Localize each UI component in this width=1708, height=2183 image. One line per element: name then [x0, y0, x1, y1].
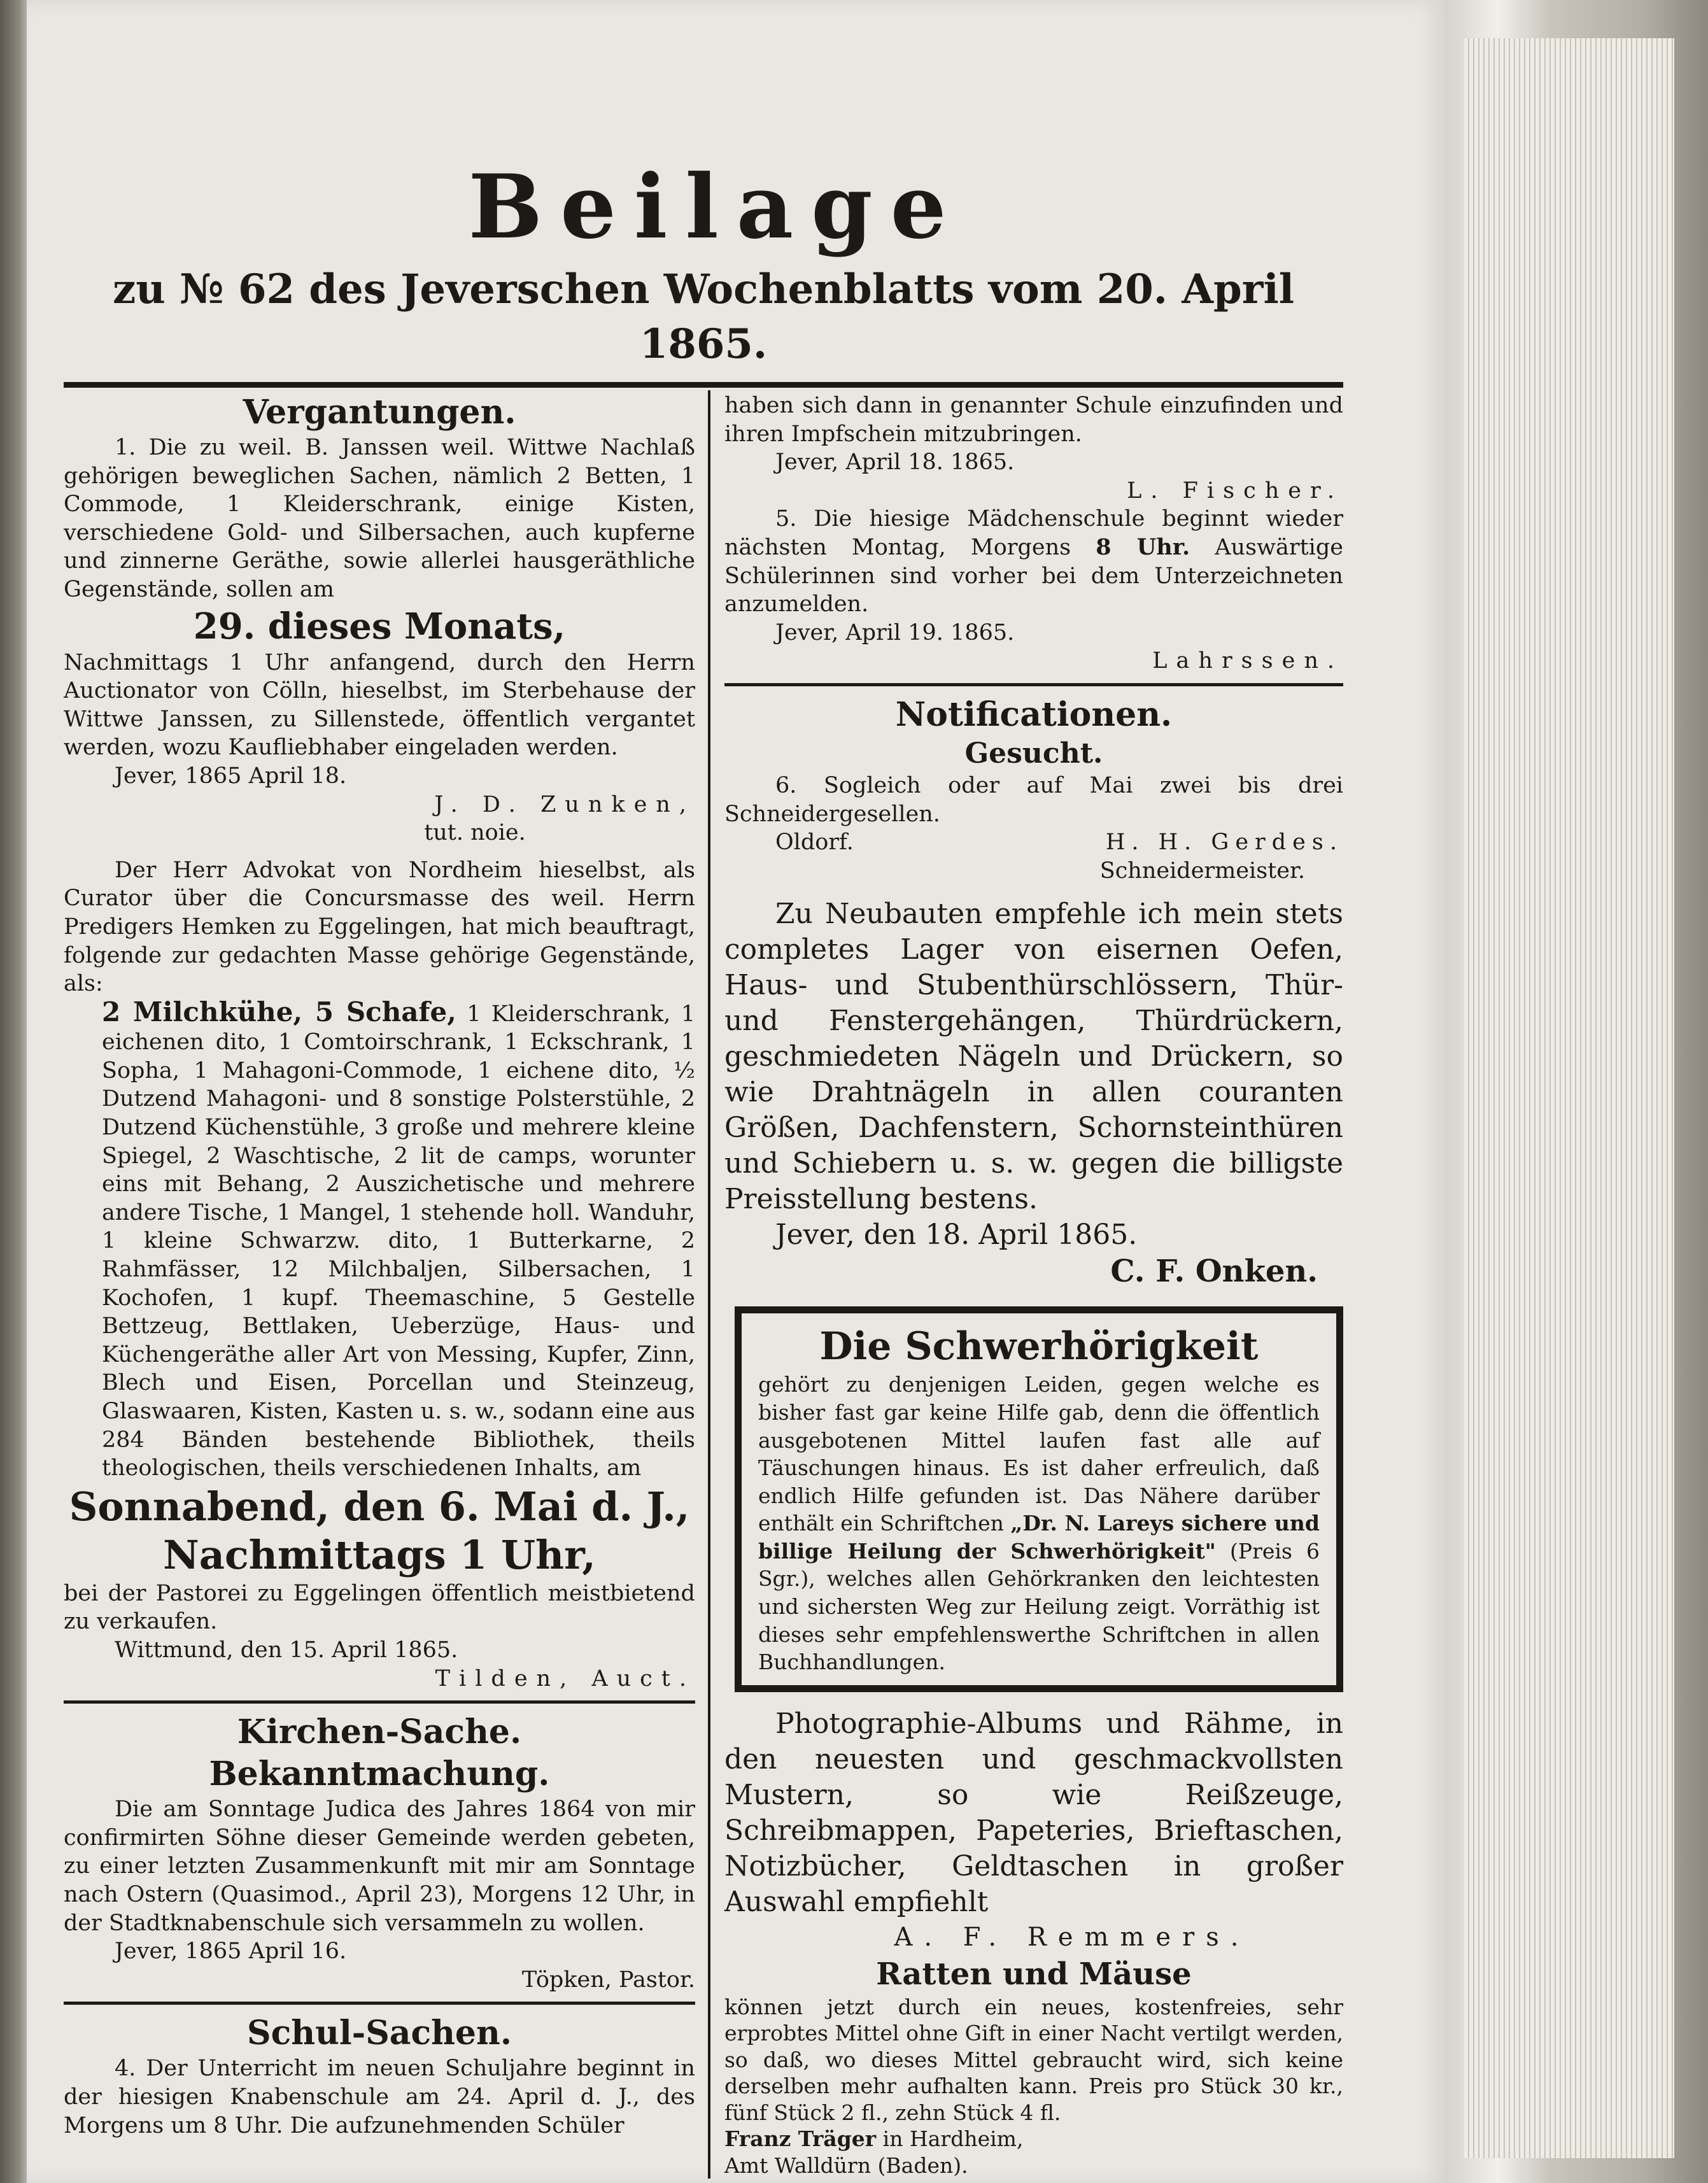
onken-ad-text: Zu Neubauten empfehle ich mein stets completes Lager von eisernen Oefen, Haus- und Stubenthürschlössern, Thür- und Fenstergehängen, Thürdrückern, geschmiedeten Nägeln und Drückern, so wie Drahtnägeln in allen couranten Größen, Dachfenstern, Schornsteinthüren und Schiebern u. s. w. gegen die billigste Preisstellung bestens.: [724, 898, 1343, 1216]
gesucht-signature-row: [724, 828, 1343, 857]
rats-ad-signature-place: in Hardheim,: [882, 2126, 1024, 2152]
section-rule: [64, 1700, 695, 1704]
schule-signature-1: L. Fischer.: [1127, 477, 1343, 504]
notice-1-details: Nachmittags 1 Uhr anfangend, durch den Herrn Auctionator von Cölln, hieselbst, im Sterbehause der Wittwe Janssen, zu Sillenstede, öffentlich vergantet werden, wozu Kaufliebhaber eingeladen werden.: [64, 649, 695, 761]
schule-signature-2: Lahrssen.: [1152, 648, 1343, 674]
schule-notice-5-text: 5. Die hiesige Mädchenschule beginnt wieder nächsten Montag, Morgens: [724, 506, 1343, 560]
schwerhoerigkeit-ad-title: Die Schwerhörigkeit: [819, 1324, 1259, 1369]
kirche-signature: Töpken, Pastor.: [521, 1967, 695, 1993]
kirche-place: Jever, 1865 April 16.: [115, 1939, 347, 1965]
onken-ad-place: Jever, den 18. April 1865.: [775, 1219, 1138, 1252]
schule-notice-5-rest: Auswärtige Schülerinnen sind vorher bei dem Unterzeichneten anzumelden.: [724, 534, 1343, 618]
schwerhoerigkeit-ad-text: [758, 1371, 1320, 1676]
section-rule: [724, 683, 1343, 686]
notice-1-date: 29. dieses Monats,: [193, 605, 566, 647]
schule-notice-5: [724, 505, 1343, 618]
section-heading-kirche: Kirchen-Sache.: [237, 1713, 522, 1752]
notice-2-place: Wittmund, den 15. April 1865.: [115, 1637, 458, 1663]
notice-1-place: Jever, 1865 April 18.: [115, 763, 347, 789]
binding-edge: [0, 0, 27, 2183]
schule-text-continued: haben sich dann in genannter Schule einzufinden und ihren Impfschein mitzubringen.: [724, 393, 1343, 447]
schwerhoerigkeit-ad-booktitle: „Dr. N. Lareys sichere und billige Heilung der Schwerhörigkeit": [758, 1511, 1320, 1564]
columns: [64, 392, 1343, 2179]
section-subheading-gesucht: Gesucht.: [964, 737, 1103, 770]
left-column: [64, 392, 708, 2179]
section-heading-vergantungen: Vergantungen.: [243, 393, 516, 432]
notice-2-details: bei der Pastorei zu Eggelingen öffentlich meistbietend zu verkaufen.: [64, 1580, 695, 1635]
page-title: Beilage: [468, 155, 964, 258]
gesucht-signature: H. H. Gerdes.: [1105, 830, 1343, 856]
photo-ad-signature: A. F. Remmers.: [894, 1922, 1250, 1952]
notice-1-text: 1. Die zu weil. B. Janssen weil. Wittwe Nachlaß gehörigen beweglichen Sachen, nämlich 2 Betten, 1 Commode, 1 Kleiderschrank, einige Kisten, verschiedene Gold- und Silbersachen, auch kupferne und zinnerne Geräthe, sowie allerlei hausgeräthliche Gegenstände, sollen am: [64, 435, 695, 602]
notice-2-signature: Tilden, Auct.: [435, 1665, 695, 1692]
notice-2-items-bold: 2 Milchkühe, 5 Schafe,: [102, 996, 456, 1028]
page-subtitle: zu № 62 des Jeverschen Wochenblatts vom 20. April 1865.: [112, 265, 1295, 368]
page-stack: [1464, 38, 1674, 2158]
page-content: [64, 121, 1343, 2179]
notice-1-signature: J. D. Zunken,: [434, 791, 695, 817]
schwerhoerigkeit-ad-text-1: gehört zu denjenigen Leiden, gegen welche es bisher fast gar keine Hilfe gab, denn die öffentlich ausgebotenen Mittel laufen fast alle auf Täuschungen hinaus. Es ist daher erfreulich, daß endlich Hilfe gefunden ist. Das Nähere darüber enthält ein Schriftchen: [758, 1372, 1320, 1536]
schule-text: 4. Der Unterricht im neuen Schuljahre beginnt in der hiesigen Knabenschule am 24. April d. J., des Morgens um 8 Uhr. Die aufzunehmenden Schüler: [64, 2056, 695, 2138]
rats-ad-signature-district: Amt Walldürn (Baden).: [724, 2152, 968, 2178]
notice-1-signature-note: tut. noie.: [424, 820, 526, 846]
section-rule: [64, 2002, 695, 2005]
header-rule: [64, 382, 1343, 388]
notice-2-items: [64, 998, 695, 1483]
notice-2-items-list: 1 Kleiderschrank, 1 eichenen dito, 1 Comtoirschrank, 1 Eckschrank, 1 Sopha, 1 Mahagoni-Commode, 1 eichene dito, ½ Dutzend Mahagoni- und 8 sonstige Polsterstühle, 2 Dutzend Küchenstühle, 3 große und mehrere kleine Spiegel, 2 Waschtische, 2 lit de camps, worunter eins mit Behang, 2 Auszichetische und mehrere andere Tische, 1 Mangel, 1 stehende holl. Wanduhr, 1 kleine Schwarzw. dito, 1 Butterkarne, 2 Rahmfässer, 12 Milchbaljen, Silbersachen, 1 Kochofen, 1 kupf. Theemaschine, 5 Gestelle Bettzeug, Bettlaken, Ueberzüge, Haus- und Küchengeräthe aller Art von Messing, Kupfer, Zinn, Blech und Eisen, Porcellan und Steinzeug, Glaswaaren, Kisten, Kasten u. s. w., sodann eine aus 284 Bänden bestehende Bibliothek, theils theologischen, theils verschiedenen Inhalts, am: [102, 1001, 695, 1481]
photo-ad-text: Photographie-Albums und Rähme, in den neuesten und geschmackvollsten Mustern, so wie Reißzeuge, Schreibmappen, Papeteries, Brieftaschen, Notizbücher, Geldtaschen in großer Auswahl empfiehlt: [724, 1707, 1343, 1918]
section-heading-notificationen: Notificationen.: [895, 695, 1173, 734]
schule-notice-5-time: 8 Uhr.: [1096, 533, 1190, 560]
newspaper-page: [27, 0, 1445, 2183]
section-subheading-kirche: Bekanntmachung.: [209, 1755, 550, 1794]
schwerhoerigkeit-ad-text-2: (Preis 6 Sgr.), welches allen Gehörkranken den leichtesten und sichersten Weg zur Heilung zeigt. Vorräthig ist dieses sehr empfehlenswerthe Schriftchen in allen Buchhandlungen.: [758, 1538, 1320, 1675]
notice-2-date: Sonnabend, den 6. Mai d. J.,: [69, 1483, 690, 1530]
rats-ad-text: können jetzt durch ein neues, kostenfreies, sehr erprobtes Mittel ohne Gift in einer Nacht vertilgt werden, so daß, wo dieses Mittel gebraucht wird, sich keine derselben mehr aufhalten kann. Preis pro Stück 30 kr., fünf Stück 2 fl., zehn Stück 4 fl.: [724, 1994, 1343, 2125]
kirche-text: Die am Sonntage Judica des Jahres 1864 von mir confirmirten Söhne dieser Gemeinde werden gebeten, zu einer letzten Zusammenkunft mit mir am Sonntage nach Ostern (Quasimod., April 23), Morgens 12 Uhr, in der Stadtknabenschule sich versammeln zu wollen.: [64, 1797, 695, 1936]
notice-2-time: Nachmittags 1 Uhr,: [163, 1531, 596, 1578]
schule-place-2: Jever, April 19. 1865.: [775, 619, 1015, 646]
section-heading-schule: Schul-Sachen.: [247, 2014, 512, 2053]
schule-place-1: Jever, April 18. 1865.: [775, 449, 1015, 476]
rats-ad-title: Ratten und Mäuse: [876, 1956, 1192, 1992]
schwerhoerigkeit-ad-box: [735, 1306, 1343, 1692]
rats-ad-signature: [724, 2126, 1343, 2152]
notice-2-text: Der Herr Advokat von Nordheim hieselbst, als Curator über die Concursmasse des weil. Herrn Predigers Hemken zu Eggelingen, hat mich beauftragt, folgende zur gedachten Masse gehörige Gegenstände, als:: [64, 857, 695, 997]
rats-ad-signature-name: Franz Träger: [724, 2126, 877, 2152]
onken-ad-signature: C. F. Onken.: [1110, 1254, 1318, 1290]
gesucht-signature-title: Schneidermeister.: [1099, 858, 1305, 884]
gesucht-place: Oldorf.: [775, 830, 854, 856]
right-column: [710, 392, 1343, 2179]
gesucht-text: 6. Sogleich oder auf Mai zwei bis drei Schneidergesellen.: [724, 772, 1343, 827]
